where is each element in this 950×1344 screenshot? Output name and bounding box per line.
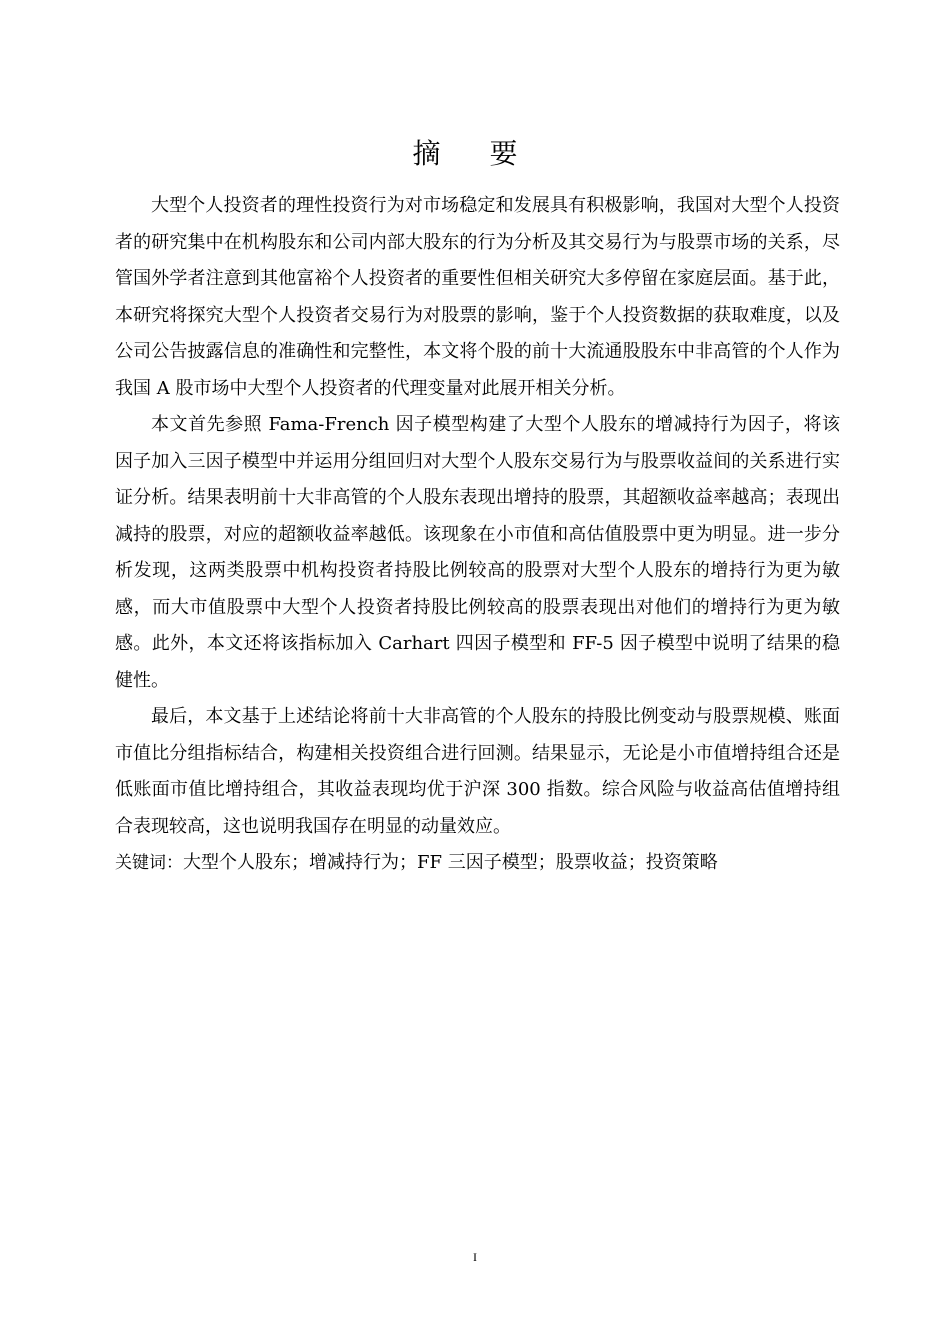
abstract-body	[115, 188, 840, 882]
keywords-text: 大型个人股东；增减持行为；FF 三因子模型；股票收益；投资策略	[183, 852, 718, 873]
abstract-paragraph-2: 本文首先参照 Fama-French 因子模型构建了大型个人股东的增减持行为因子，将该因子加入三因子模型中并运用分组回归对大型个人股东交易行为与股票收益间的关系进行实证分析。结果表明前十大非高管的个人股东表现出增持的股票，其超额收益率越高；表现出减持的股票，对应的超额收益率越低。该现象在小市值和高估值股票中更为明显。进一步分析发现，这两类股票中机构投资者持股比例较高的股票对大型个人股东的增持行为更为敏感，而大市值股票中大型个人投资者持股比例较高的股票表现出对他们的增持行为更为敏感。此外，本文还将该指标加入 Carhart 四因子模型和 FF-5 因子模型中说明了结果的稳健性。	[115, 414, 840, 691]
keywords-label: 关键词：	[115, 853, 183, 873]
page-title: 摘 要	[412, 137, 538, 170]
keywords-line	[115, 845, 840, 882]
page-number: I	[473, 1250, 477, 1264]
abstract-paragraph-3: 最后，本文基于上述结论将前十大非高管的个人股东的持股比例变动与股票规模、账面市值比分组指标结合，构建相关投资组合进行回测。结果显示，无论是小市值增持组合还是低账面市值比增持组合，其收益表现均优于沪深 300 指数。综合风险与收益高估值增持组合表现较高，这也说明我国存在明显的动量效应。	[115, 706, 840, 837]
abstract-paragraph-1: 大型个人投资者的理性投资行为对市场稳定和发展具有积极影响，我国对大型个人投资者的研究集中在机构股东和公司内部大股东的行为分析及其交易行为与股票市场的关系，尽管国外学者注意到其他富裕个人投资者的重要性但相关研究大多停留在家庭层面。基于此，本研究将探究大型个人投资者交易行为对股票的影响，鉴于个人投资数据的获取难度，以及公司公告披露信息的准确性和完整性，本文将个股的前十大流通股股东中非高管的个人作为我国 A 股市场中大型个人投资者的代理变量对此展开相关分析。	[115, 195, 840, 399]
